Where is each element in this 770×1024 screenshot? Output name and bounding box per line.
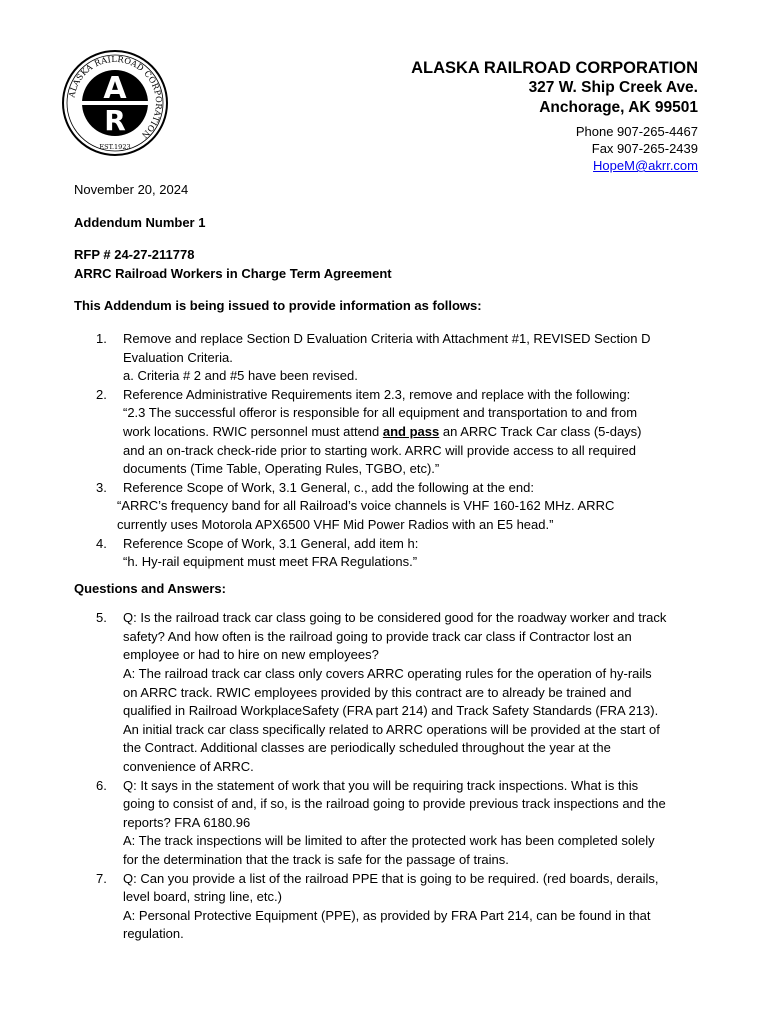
addendum-intro: This Addendum is being issued to provide information as follows: [74,298,482,314]
qa-heading: Questions and Answers: [74,580,226,596]
qa-item: 6. Q: It says in the statement of work that you will be requiring track inspections. What is this going to consist of and, if so, is the railroad going to provide previous track inspections and the reports? FRA 6180.96 A: The track inspections will be limited to after the protected work has been completed solely for the determination that the track is safe for the passage of trains. [96,777,666,867]
list-item: 2. Reference Administrative Requirements item 2.3, remove and replace with the following: “2.3 The successful offeror is responsible for all equipment and transportation to and from work locations. RWIC personnel must attend and pass an ARRC Track Car class (5-days) and an on-track check-ride prior to starting work. ARRC will provide access to all required documents (Time Table, Operating Rules, TGBO, etc).” [96,386,642,477]
qa-list [74,609,704,944]
addendum-number: Addendum Number 1 [74,214,206,230]
alaska-railroad-seal-logo [60,48,170,158]
seal-ring-text: ALASKA RAILROAD CORPORATION [66,53,165,141]
list-item: 3. Reference Scope of Work, 3.1 General, c., add the following at the end: “ARRC’s frequency band for all Railroad’s voice channels is VHF 160-162 MHz. ARRC currently uses Motorola APX6500 VHF Mid Power Radios with an E5 head.” [96,479,615,532]
emphasis-and-pass: and pass [382,423,440,439]
qa-item: 5. Q: Is the railroad track car class going to be considered good for the roadway worker and track safety? And how often is the railroad going to provide track car class if Contractor lost an employee or had to hire on new employees? A: The railroad track car class only covers ARRC operating rules for the operation of hy-rails on ARRC track. RWIC employees provided by this contract are to already be trained and qualified in Railroad WorkplaceSafety (FRA part 214) and Track Safety Standards (FRA 213). An initial track car class specifically related to ARRC operations will be provided at the start of the Contract. Additional classes are periodically scheduled throughout the year at the convenience of ARRC. [96,610,667,775]
rfp-title: ARRC Railroad Workers in Charge Term Agreement [74,265,392,281]
list-item: 1. Remove and replace Section D Evaluation Criteria with Attachment #1, REVISED Section D Evaluation Criteria. a. Criteria # 2 and #5 have been revised. [96,330,651,384]
seal-letter-r: R [104,104,126,137]
city-state-zip: Anchorage, AK 99501 [539,99,698,116]
email-link[interactable]: HopeM@akrr.com [593,158,698,173]
letterhead [411,58,698,174]
list-item: 4. Reference Scope of Work, 3.1 General, add item h: “h. Hy-rail equipment must meet FRA Regulations.” [96,535,419,570]
rfp-number: RFP # 24-27-211778 [74,247,195,263]
phone-number: Phone 907-265-4467 [575,124,698,139]
corporation-name: ALASKA RAILROAD CORPORATION [411,59,698,77]
qa-item: 7. Q: Can you provide a list of the railroad PPE that is going to be required. (red boards, derails, level board, string line, etc.) A: Personal Protective Equipment (PPE), as provided by FRA Part 214, can be found in that regulation. [96,870,659,942]
seal-letter-a: A [103,71,127,106]
fax-number: Fax 907-265-2439 [591,141,698,156]
street-address: 327 W. Ship Creek Ave. [528,79,698,96]
letter-date: November 20, 2024 [74,182,189,197]
letter-body [74,181,704,944]
seal-est-text: EST.1923 [99,143,131,151]
addendum-items [74,330,704,572]
